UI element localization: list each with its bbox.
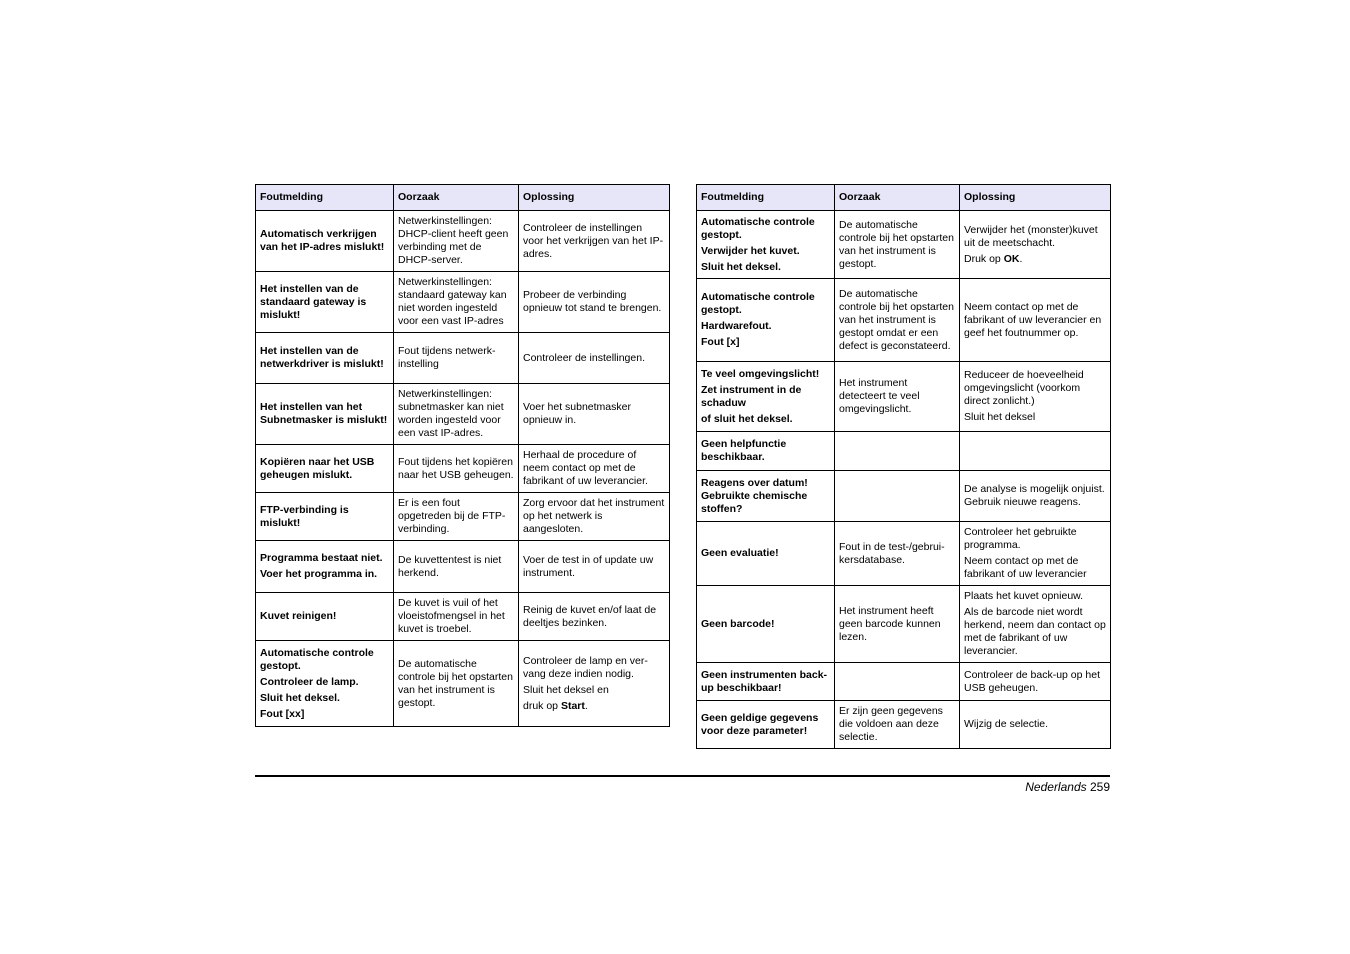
solution-line xyxy=(964,606,1106,658)
error-message-cell xyxy=(697,362,835,432)
cause-cell xyxy=(835,362,960,432)
solution-text: Voer het subnetmasker opnieuw in. xyxy=(523,401,631,426)
table-row xyxy=(697,663,1111,701)
table-row xyxy=(256,384,670,445)
solution-line xyxy=(964,483,1106,509)
cause-line: Het instrument detecteert te veel omgevingslicht. xyxy=(839,377,920,415)
cause-cell xyxy=(835,279,960,362)
error-message-line: Programma bestaat niet. xyxy=(260,552,383,564)
solution-text: Sluit het deksel en xyxy=(523,683,609,696)
header-oorzaak: Oorzaak xyxy=(835,185,960,211)
error-message-cell xyxy=(256,541,394,593)
header-oorzaak: Oorzaak xyxy=(394,185,519,211)
table-body-right xyxy=(697,211,1111,749)
table-row xyxy=(697,362,1111,432)
table-row xyxy=(256,493,670,541)
table-row xyxy=(697,279,1111,362)
solution-text: Verwijder het (monster)kuvet uit de meetschacht. xyxy=(964,223,1098,249)
error-message-cell xyxy=(697,663,835,701)
error-message-line: FTP-verbinding is mislukt! xyxy=(260,503,349,529)
solution-line xyxy=(964,669,1106,695)
error-message-line: Sluit het deksel. xyxy=(701,260,781,273)
error-message-cell xyxy=(697,279,835,362)
table-row xyxy=(697,211,1111,279)
error-table-left xyxy=(255,184,670,727)
error-message-line: Het instellen van het Subnetmasker is mislukt! xyxy=(260,401,388,426)
error-message-line: Hardwarefout. xyxy=(701,320,772,332)
error-message-line: Voer het programma in. xyxy=(260,568,378,580)
error-table-right xyxy=(696,184,1111,749)
cause-line: Netwerkinstellingen: DHCP-client heeft geen verbinding met de DHCP-server. xyxy=(398,215,509,266)
cause-cell xyxy=(835,471,960,522)
error-message-cell xyxy=(256,445,394,493)
cause-line: Netwerkinstellingen: subnetmasker kan niet worden ingesteld voor een vast IP-adres. xyxy=(398,388,504,439)
cause-cell xyxy=(835,663,960,701)
solution-line xyxy=(523,604,665,630)
table-row xyxy=(256,272,670,333)
cause-cell xyxy=(835,522,960,586)
cause-cell xyxy=(835,432,960,471)
solution-text: . xyxy=(1019,252,1023,265)
solution-line xyxy=(964,301,1106,340)
solution-line xyxy=(523,401,665,427)
cause-cell xyxy=(835,211,960,279)
solution-line xyxy=(964,253,1106,266)
solution-line xyxy=(964,369,1106,408)
solution-cell xyxy=(960,211,1111,279)
cause-line: Fout tijdens het kopiëren naar het USB geheugen. xyxy=(398,455,514,481)
table-row xyxy=(697,701,1111,749)
error-message-cell xyxy=(697,586,835,663)
error-message-line: Het instellen van de standaard gateway is mislukt! xyxy=(260,282,367,321)
error-message-cell xyxy=(697,432,835,471)
solution-text: Neem contact op met de fabrikant of uw leverancier en geef het foutnummer op. xyxy=(964,300,1102,339)
error-message-line: Automatische controle gestopt. xyxy=(260,646,374,672)
solution-text: Controleer de lamp en ver-vang deze indien nodig. xyxy=(523,654,648,680)
error-message-cell xyxy=(697,522,835,586)
solution-cell xyxy=(960,432,1111,471)
solution-line xyxy=(523,289,665,315)
solution-text: Voer de test in of update uw instrument. xyxy=(523,553,654,579)
table-row xyxy=(697,586,1111,663)
solution-cell xyxy=(960,663,1111,701)
cause-line: De kuvettentest is niet herkend. xyxy=(398,553,502,579)
solution-cell xyxy=(519,445,670,493)
error-message-line: Kuvet reinigen! xyxy=(260,610,337,622)
solution-text: Sluit het deksel xyxy=(964,411,1036,423)
solution-cell xyxy=(519,211,670,272)
solution-text: Reinig de kuvet en/of laat de deeltjes bezinken. xyxy=(523,603,657,629)
solution-text: Probeer de verbinding opnieuw tot stand te brengen. xyxy=(523,289,662,314)
solution-line xyxy=(964,411,1106,424)
header-oplossing: Oplossing xyxy=(519,185,670,211)
solution-line xyxy=(523,700,665,713)
solution-text: De analyse is mogelijk onjuist. Gebruik nieuwe reagens. xyxy=(964,483,1105,508)
page-footer xyxy=(1025,780,1110,794)
solution-text: Druk op xyxy=(964,252,1004,265)
solution-cell xyxy=(960,471,1111,522)
solution-key-label: Start xyxy=(560,699,585,712)
solution-line xyxy=(523,352,665,365)
header-foutmelding: Foutmelding xyxy=(256,185,394,211)
solution-text: Controleer de instellingen. xyxy=(523,351,645,364)
table-row xyxy=(256,541,670,593)
solution-text: Herhaal de procedure of neem contact op met de fabrikant of uw leverancier. xyxy=(523,449,648,487)
table-row xyxy=(256,593,670,641)
solution-line xyxy=(964,718,1106,731)
cause-line: Fout tijdens netwerk-instelling xyxy=(398,345,496,370)
solution-cell xyxy=(519,493,670,541)
solution-line xyxy=(523,497,665,536)
solution-line xyxy=(523,655,665,681)
cause-line: De automatische controle bij het opstarten van het instrument is gestopt. xyxy=(839,218,954,270)
error-message-line: Zet instrument in de schaduw xyxy=(701,383,802,409)
cause-cell xyxy=(394,445,519,493)
error-message-line: Fout [x] xyxy=(701,336,740,348)
solution-text: Neem contact op met de fabrikant of uw leverancier xyxy=(964,555,1087,580)
table-header-row xyxy=(697,185,1111,211)
cause-cell xyxy=(394,333,519,384)
cause-line: Het instrument heeft geen barcode kunnen lezen. xyxy=(839,604,941,643)
cause-cell xyxy=(835,586,960,663)
solution-cell xyxy=(519,333,670,384)
cause-line: Fout in de test-/gebrui-kersdatabase. xyxy=(839,540,945,566)
solution-line xyxy=(523,554,665,580)
cause-cell xyxy=(835,701,960,749)
solution-cell xyxy=(960,586,1111,663)
solution-line xyxy=(523,449,665,488)
solution-text: Reduceer de hoeveelheid omgevingslicht (voorkom direct zonlicht.) xyxy=(964,369,1084,407)
error-message-cell xyxy=(256,493,394,541)
footer-rule xyxy=(255,775,1110,777)
error-message-cell xyxy=(697,471,835,522)
header-oplossing: Oplossing xyxy=(960,185,1111,211)
solution-cell xyxy=(960,279,1111,362)
error-message-cell xyxy=(256,211,394,272)
error-message-line: Geen geldige gegevens voor deze parameter! xyxy=(701,711,819,737)
error-message-line: Verwijder het kuvet. xyxy=(701,244,800,257)
solution-text: druk op xyxy=(523,699,561,712)
cause-cell xyxy=(394,593,519,641)
solution-text: Wijzig de selectie. xyxy=(964,718,1049,730)
table-row xyxy=(256,641,670,727)
solution-text: Controleer de instellingen voor het verkrijgen van het IP-adres. xyxy=(523,221,664,260)
error-message-line: Reagens over datum! Gebruikte chemische stoffen? xyxy=(701,476,808,515)
solution-line xyxy=(964,526,1106,552)
solution-line xyxy=(523,684,665,697)
solution-cell xyxy=(519,384,670,445)
solution-text: Controleer de back-up op het USB geheugen. xyxy=(964,668,1101,694)
cause-cell xyxy=(394,493,519,541)
solution-cell xyxy=(519,641,670,727)
error-message-line: Geen instrumenten back-up beschikbaar! xyxy=(701,668,828,694)
solution-cell xyxy=(519,593,670,641)
solution-cell xyxy=(960,522,1111,586)
error-message-cell xyxy=(256,593,394,641)
cause-line: De automatische controle bij het opstarten van het instrument is gestopt omdat er een defect is geconstateerd. xyxy=(839,287,954,352)
error-message-line: Geen barcode! xyxy=(701,617,775,630)
table-row xyxy=(256,333,670,384)
solution-line xyxy=(964,590,1106,603)
solution-text: Zorg ervoor dat het instrument op het netwerk is aangesloten. xyxy=(523,497,665,535)
solution-cell xyxy=(519,541,670,593)
error-message-line: Geen evaluatie! xyxy=(701,547,779,559)
cause-cell xyxy=(394,272,519,333)
cause-line: Netwerkinstellingen: standaard gateway kan niet worden ingesteld voor een vast IP-adres xyxy=(398,276,507,327)
cause-line: Er zijn geen gegevens die voldoen aan deze selectie. xyxy=(839,705,943,743)
cause-line: De automatische controle bij het opstarten van het instrument is gestopt. xyxy=(398,657,513,709)
error-message-cell xyxy=(697,211,835,279)
cause-cell xyxy=(394,541,519,593)
error-message-line: Fout [xx] xyxy=(260,707,305,720)
table-row xyxy=(697,522,1111,586)
solution-line xyxy=(964,224,1106,250)
cause-line: Er is een fout opgetreden bij de FTP-verbinding. xyxy=(398,497,506,535)
error-message-line: Automatische controle gestopt. xyxy=(701,291,815,316)
table-row xyxy=(256,211,670,272)
error-message-line: Het instellen van de netwerkdriver is mislukt! xyxy=(260,345,384,370)
solution-cell xyxy=(519,272,670,333)
error-message-line: Geen helpfunctie beschikbaar. xyxy=(701,438,787,463)
solution-cell xyxy=(960,362,1111,432)
table-row xyxy=(697,432,1111,471)
error-message-line: Controleer de lamp. xyxy=(260,675,359,688)
table-row xyxy=(256,445,670,493)
solution-line xyxy=(523,222,665,261)
page-number: 259 xyxy=(1089,780,1110,794)
error-message-line: Te veel omgevingslicht! xyxy=(701,367,820,380)
error-message-line: Sluit het deksel. xyxy=(260,691,340,704)
error-message-cell xyxy=(256,333,394,384)
solution-text: Plaats het kuvet opnieuw. xyxy=(964,590,1084,602)
error-message-cell xyxy=(256,384,394,445)
error-message-line: Kopiëren naar het USB geheugen mislukt. xyxy=(260,455,375,481)
solution-text: Als de barcode niet wordt herkend, neem dan contact op met de fabrikant of uw leverancier. xyxy=(964,606,1106,657)
footer-language: Nederlands xyxy=(1025,780,1087,794)
solution-cell xyxy=(960,701,1111,749)
table-header-row xyxy=(256,185,670,211)
solution-key-label: OK xyxy=(1003,252,1020,265)
error-message-cell xyxy=(256,641,394,727)
table-body-left xyxy=(256,211,670,727)
solution-text: Controleer het gebruikte programma. xyxy=(964,526,1077,551)
error-message-cell xyxy=(697,701,835,749)
cause-cell xyxy=(394,641,519,727)
cause-cell xyxy=(394,384,519,445)
solution-text: . xyxy=(584,699,588,712)
error-message-cell xyxy=(256,272,394,333)
header-foutmelding: Foutmelding xyxy=(697,185,835,211)
error-message-line: Automatische controle gestopt. xyxy=(701,215,815,241)
solution-line xyxy=(964,555,1106,581)
cause-cell xyxy=(394,211,519,272)
cause-line: De kuvet is vuil of het vloeistofmengsel in het kuvet is troebel. xyxy=(398,597,505,635)
table-row xyxy=(697,471,1111,522)
error-message-line: of sluit het deksel. xyxy=(701,412,793,425)
error-message-line: Automatisch verkrijgen van het IP-adres mislukt! xyxy=(260,228,385,253)
